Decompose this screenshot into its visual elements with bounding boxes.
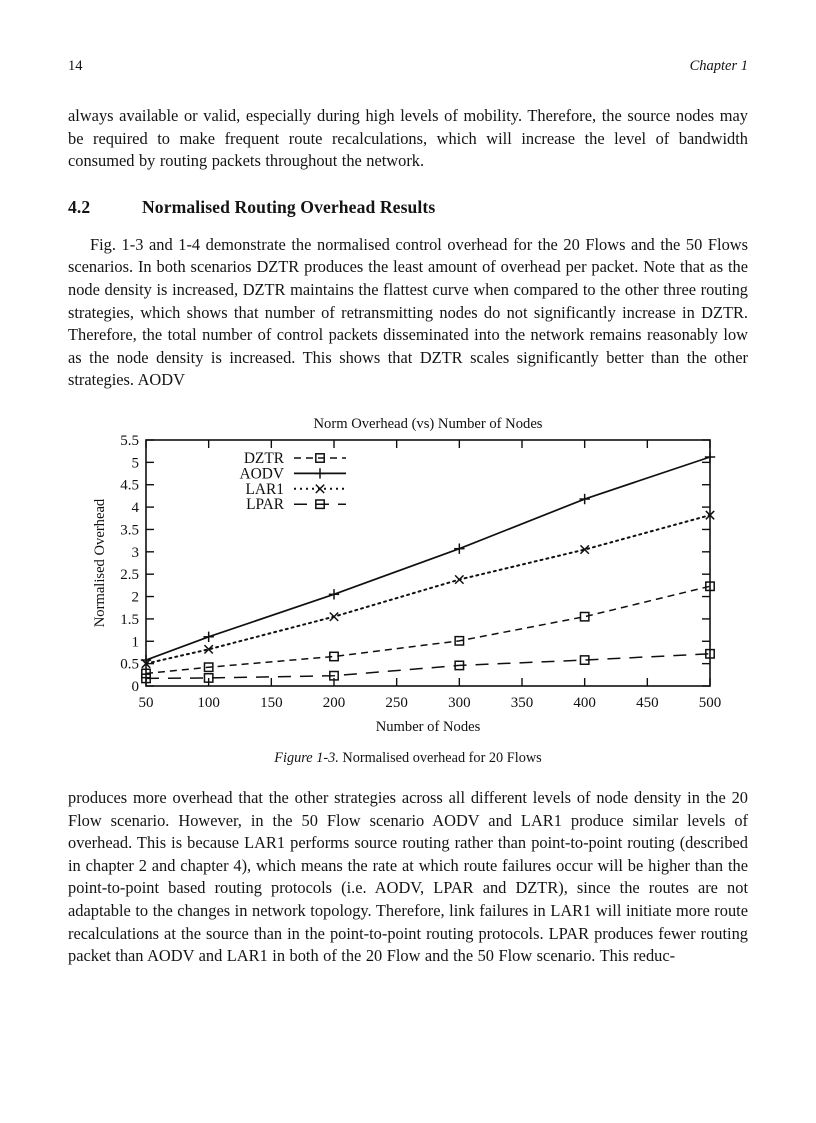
page-number: 14	[68, 58, 83, 74]
chapter-label: Chapter 1	[689, 58, 748, 74]
x-tick-label: 250	[385, 694, 408, 711]
y-tick-label: 0	[131, 678, 139, 695]
x-tick-label: 500	[698, 694, 722, 711]
y-tick-label: 4.5	[120, 477, 139, 494]
figure-label: Figure 1-3.	[274, 749, 339, 766]
figure-caption-text: Normalised overhead for 20 Flows	[342, 749, 542, 766]
series-line-aodv	[146, 457, 710, 660]
y-tick-label: 2	[131, 589, 139, 606]
paragraph-after-heading: Fig. 1-3 and 1-4 demonstrate the normalised control overhead for the 20 Flows and the 50 Flows scenarios. In both scenarios DZTR produces the least amount of overhead per packet. Note that as the node density is increased, DZTR maintains the flattest curve when compared to the other three routing strategies, which shows that number of retransmitting nodes do not significantly increase in DZTR. Therefore, the total number of control packets disseminated into the network remains reasonably low as the node density is increased. This shows that DZTR scales significantly better than the other strategies. AODV	[68, 234, 748, 390]
legend-label-lpar: LPAR	[246, 496, 284, 514]
x-tick-label: 200	[322, 694, 346, 711]
section-heading	[68, 197, 748, 218]
x-tick-label: 100	[197, 694, 220, 711]
x-tick-label: 150	[260, 694, 283, 711]
running-head	[68, 58, 748, 75]
y-tick-label: 4	[131, 500, 139, 517]
y-tick-label: 1.5	[120, 611, 139, 628]
legend-label-aodv: AODV	[239, 465, 284, 483]
normalised-overhead-line-chart	[88, 414, 728, 734]
y-tick-label: 5	[131, 455, 139, 472]
series-lar1	[142, 511, 714, 668]
plot-frame	[146, 440, 710, 686]
x-tick-label: 50	[138, 694, 154, 711]
section-title: Normalised Routing Overhead Results	[142, 196, 436, 217]
x-tick-label: 450	[636, 694, 659, 711]
legend-item-lpar	[246, 496, 346, 513]
series-aodv	[141, 449, 715, 665]
y-tick-label: 2.5	[120, 567, 139, 584]
y-tick-label: 0.5	[120, 656, 139, 673]
legend-label-lar1: LAR1	[245, 480, 284, 498]
y-tick-label: 5.5	[120, 432, 139, 449]
x-axis-title: Number of Nodes	[375, 718, 481, 734]
x-tick-label: 350	[510, 694, 534, 711]
series-line-lar1	[146, 515, 710, 663]
legend-label-dztr: DZTR	[243, 449, 284, 467]
y-axis-title: Normalised Overhead	[92, 498, 108, 628]
y-tick-label: 3	[131, 544, 139, 561]
y-tick-label: 1	[131, 634, 139, 651]
section-number: 4.2	[68, 196, 91, 217]
series-lpar	[142, 650, 714, 683]
chart-title: Norm Overhead (vs) Number of Nodes	[313, 415, 543, 432]
x-tick-label: 400	[573, 694, 596, 711]
page-content	[68, 58, 748, 968]
x-tick-label: 300	[448, 694, 471, 711]
figure-caption	[68, 750, 748, 767]
figure-1-3	[68, 414, 748, 767]
chart-container	[68, 414, 748, 734]
series-line-lpar	[146, 654, 710, 679]
paragraph-top: always available or valid, especially during high levels of mobility. Therefore, the source nodes may be required to make frequent route recalculations, which will increase the level of bandwidth consumed by routing packets throughout the network.	[68, 106, 748, 171]
paragraph-bottom: produces more overhead that the other strategies across all different levels of node density in the 20 Flow scenario. However, in the 50 Flow scenario AODV and LAR1 produce similar levels of overhead. This is because LAR1 performs source routing rather than point-to-point routing (described in chapter 2 and chapter 4), which means the rate at which route failures occur will be higher than the point-to-point based routing protocols (i.e. AODV, LPAR and DZTR), since the routes are not adaptable to the changes in network topology. Therefore, link failures in LAR1 will initiate more route recalculations at the source than in the point-to-point routing protocols. LPAR produces fewer routing packet than AODV and LAR1 in both of the 20 Flow and the 50 Flow scenario. This reduc-	[68, 787, 748, 966]
y-tick-label: 3.5	[120, 522, 139, 539]
